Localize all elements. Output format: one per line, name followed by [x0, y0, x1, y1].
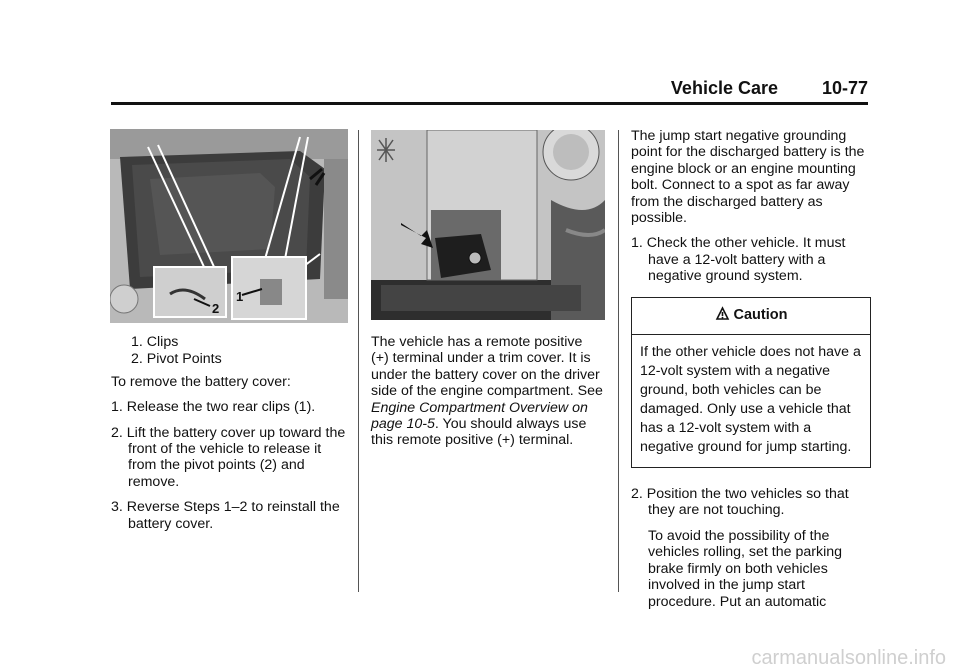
jump-step-2-detail: To avoid the possibility of the vehicles rolling, set the parking brake firmly on both vehicles involved in the jump start procedure. Put an automatic: [648, 527, 842, 610]
step-3: 3. Reverse Steps 1–2 to reinstall the battery cover.: [111, 499, 340, 532]
caution-text: If the other vehicle does not have a 12-volt system with a negative ground, both vehicles can be damaged. Only use a vehicle that has a 12-volt system with a negative ground for jump starting.: [640, 344, 861, 456]
figure-label-1: 1: [236, 289, 244, 304]
callout-clips: 1. Clips: [131, 334, 179, 350]
page-header: [111, 78, 868, 102]
paragraph-text-b: . You should always use this remote positive (+) terminal.: [371, 416, 587, 449]
remote-terminal-figure: [371, 130, 605, 320]
caution-header: [632, 298, 870, 335]
column-2: [371, 334, 603, 458]
column-3: [631, 128, 871, 619]
battery-cover-steps: [111, 399, 351, 532]
jump-start-steps-b: [631, 486, 871, 519]
figure-label-2: 2: [212, 301, 220, 316]
callout-pivot-points: 2. Pivot Points: [131, 351, 222, 368]
figure-callouts: [111, 334, 351, 368]
battery-cover-figure: [110, 129, 348, 323]
caution-icon: [715, 306, 730, 325]
engine-compartment-link[interactable]: Engine Compartment Overview on page 10-5: [371, 399, 588, 433]
jump-step-1: 1. Check the other vehicle. It must have a 12-volt battery with a negative ground system.: [631, 235, 846, 285]
paragraph-text-a: The vehicle has a remote positive (+) terminal under a trim cover. It is under the battery cover on the driver side of the engine compartment. See: [371, 334, 603, 400]
page-number: 10-77: [821, 78, 868, 98]
column-1-intro: To remove the battery cover:: [111, 373, 291, 390]
step-2: 2. Lift the battery cover up toward the front of the vehicle to release it from the pivot points (2) and remove.: [111, 424, 346, 490]
caution-title: Caution: [733, 306, 788, 323]
remote-terminal-paragraph: [371, 334, 603, 449]
jump-step-2: 2. Position the two vehicles so that they are not touching.: [631, 486, 849, 519]
header-rule: [111, 102, 868, 105]
caution-box: [631, 297, 871, 468]
column-divider-1: [358, 130, 359, 592]
watermark: carmanualsonline.info: [751, 647, 946, 669]
column-divider-2: [618, 130, 619, 592]
jump-start-steps-a: [631, 235, 871, 284]
grounding-point-paragraph: The jump start negative grounding point for the discharged battery is the engine block or an engine mounting bolt. Connect to a spot as far away from the discharged battery as possible.: [631, 128, 865, 227]
column-1: [111, 334, 351, 541]
step-1: 1. Release the two rear clips (1).: [111, 399, 316, 416]
section-title: Vehicle Care: [670, 78, 778, 98]
